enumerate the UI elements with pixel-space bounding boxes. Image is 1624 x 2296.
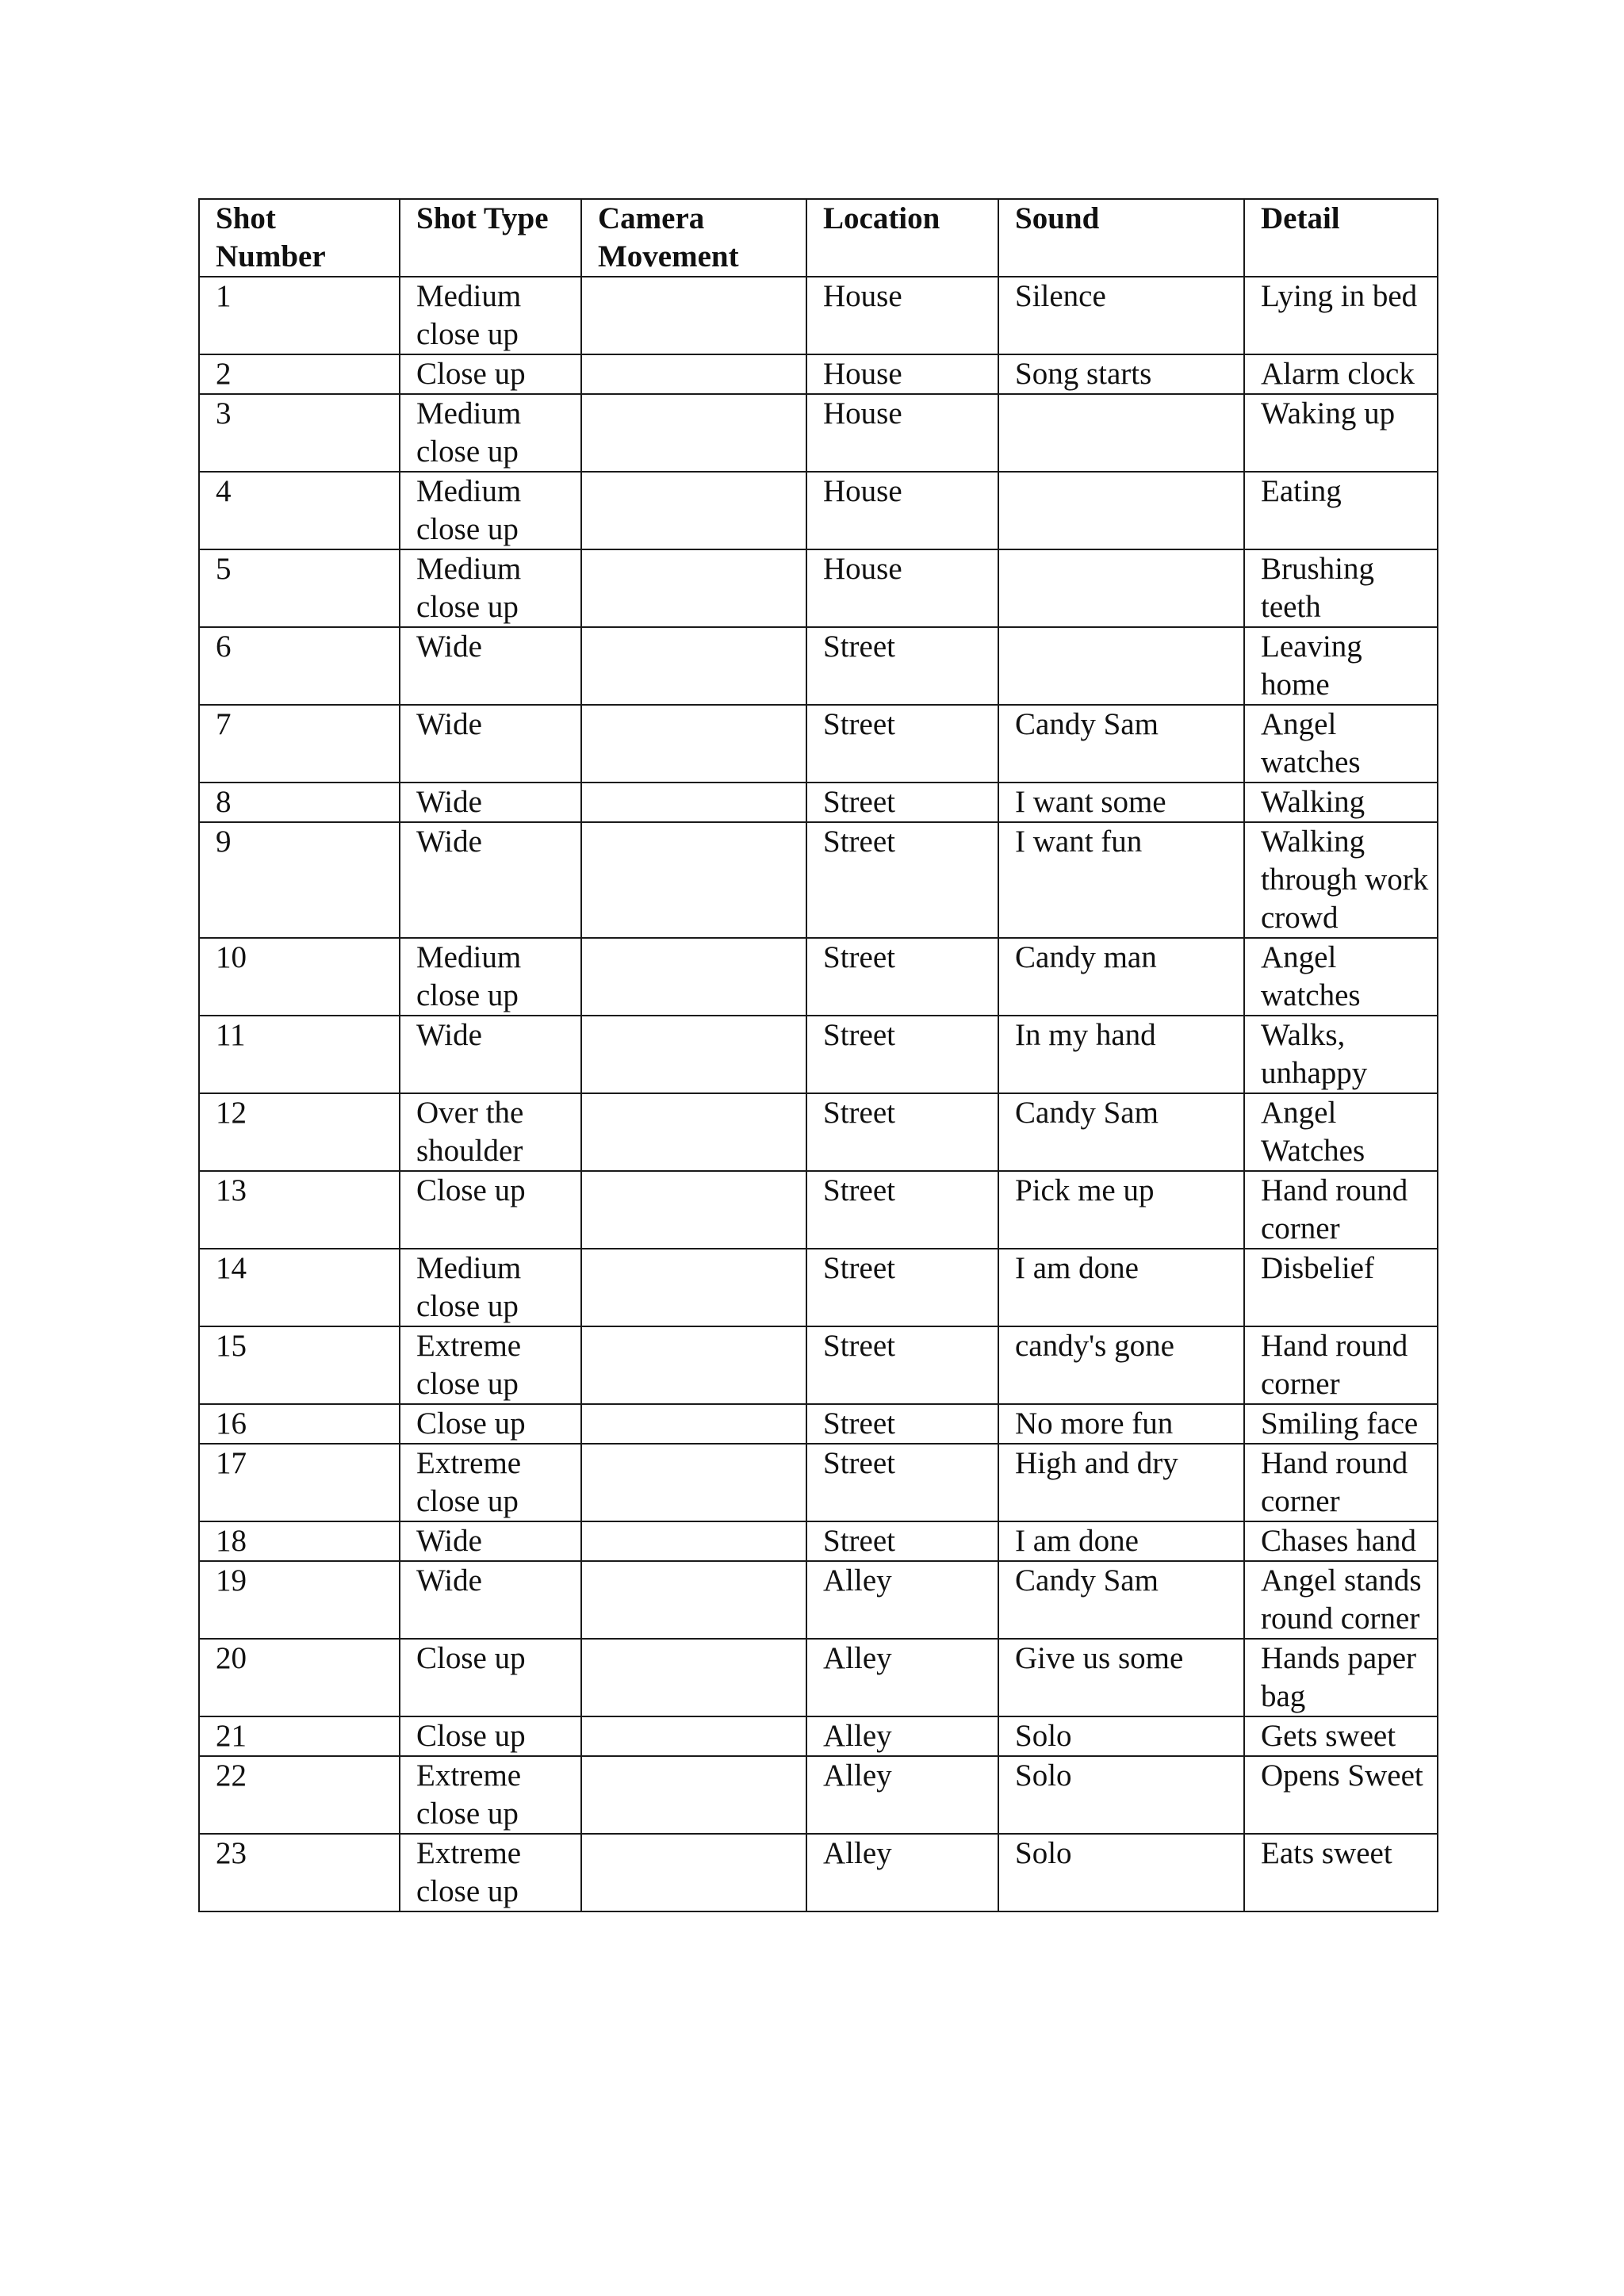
cell-shot-type: Medium close up [400,277,581,354]
cell-shot-type: Extreme close up [400,1756,581,1834]
cell-location: Alley [806,1756,998,1834]
table-row [199,822,1438,938]
cell-location: Street [806,627,998,705]
table-row [199,1404,1438,1444]
cell-sound: Candy Sam [998,1093,1244,1171]
table-row [199,1756,1438,1834]
cell-location: Street [806,938,998,1016]
cell-detail: Hand round corner [1244,1171,1438,1249]
header-shot-number: Shot Number [199,199,400,277]
cell-shot-type: Wide [400,627,581,705]
cell-location: Street [806,1444,998,1521]
cell-location: Street [806,1521,998,1561]
table-row [199,627,1438,705]
cell-location: House [806,354,998,394]
cell-shot-number: 22 [199,1756,400,1834]
cell-shot-number: 2 [199,354,400,394]
cell-camera-movement [581,1521,806,1561]
cell-location: Alley [806,1561,998,1639]
cell-shot-number: 18 [199,1521,400,1561]
cell-detail: Smiling face [1244,1404,1438,1444]
cell-location: Street [806,1404,998,1444]
cell-shot-type: Medium close up [400,1249,581,1326]
cell-detail: Leaving home [1244,627,1438,705]
header-sound: Sound [998,199,1244,277]
cell-location: Street [806,1326,998,1404]
table-row [199,1444,1438,1521]
cell-sound: Solo [998,1716,1244,1756]
cell-camera-movement [581,1093,806,1171]
cell-detail: Angel watches [1244,705,1438,783]
cell-sound: Candy man [998,938,1244,1016]
cell-shot-number: 8 [199,783,400,822]
cell-location: Alley [806,1639,998,1716]
cell-detail: Waking up [1244,394,1438,472]
cell-detail: Brushing teeth [1244,549,1438,627]
cell-shot-type: Extreme close up [400,1834,581,1911]
cell-shot-number: 13 [199,1171,400,1249]
cell-camera-movement [581,1016,806,1093]
cell-sound: Candy Sam [998,1561,1244,1639]
cell-shot-number: 12 [199,1093,400,1171]
cell-shot-type: Wide [400,1016,581,1093]
cell-location: House [806,472,998,549]
table-row [199,783,1438,822]
cell-detail: Chases hand [1244,1521,1438,1561]
cell-detail: Gets sweet [1244,1716,1438,1756]
cell-detail: Walking through work crowd [1244,822,1438,938]
cell-camera-movement [581,822,806,938]
table-body [199,277,1438,1911]
cell-camera-movement [581,1834,806,1911]
cell-detail: Opens Sweet [1244,1756,1438,1834]
cell-shot-number: 1 [199,277,400,354]
cell-sound: I am done [998,1249,1244,1326]
cell-shot-number: 20 [199,1639,400,1716]
cell-detail: Hand round corner [1244,1444,1438,1521]
table-row [199,1834,1438,1911]
cell-sound: Give us some [998,1639,1244,1716]
cell-sound: I want some [998,783,1244,822]
table-row [199,938,1438,1016]
cell-detail: Lying in bed [1244,277,1438,354]
cell-detail: Angel stands round corner [1244,1561,1438,1639]
cell-sound: candy's gone [998,1326,1244,1404]
table-row [199,1016,1438,1093]
cell-location: House [806,549,998,627]
cell-location: Street [806,1016,998,1093]
cell-detail: Walks, unhappy [1244,1016,1438,1093]
table-header-row [199,199,1438,277]
cell-location: Street [806,1093,998,1171]
cell-shot-type: Wide [400,705,581,783]
cell-camera-movement [581,1171,806,1249]
cell-shot-number: 4 [199,472,400,549]
cell-sound [998,627,1244,705]
cell-camera-movement [581,1561,806,1639]
cell-detail: Angel Watches [1244,1093,1438,1171]
cell-camera-movement [581,354,806,394]
table-row [199,1639,1438,1716]
cell-sound: Solo [998,1756,1244,1834]
cell-camera-movement [581,1326,806,1404]
cell-shot-number: 11 [199,1016,400,1093]
table-row [199,394,1438,472]
cell-sound: Song starts [998,354,1244,394]
cell-sound: Solo [998,1834,1244,1911]
cell-detail: Eating [1244,472,1438,549]
cell-shot-type: Wide [400,822,581,938]
cell-shot-type: Medium close up [400,394,581,472]
cell-shot-number: 15 [199,1326,400,1404]
cell-location: Street [806,1171,998,1249]
cell-shot-type: Extreme close up [400,1444,581,1521]
table-row [199,1249,1438,1326]
table-row [199,1716,1438,1756]
cell-camera-movement [581,1444,806,1521]
cell-sound: Silence [998,277,1244,354]
cell-detail: Hands paper bag [1244,1639,1438,1716]
cell-camera-movement [581,1639,806,1716]
cell-camera-movement [581,1756,806,1834]
header-shot-type: Shot Type [400,199,581,277]
cell-location: Street [806,783,998,822]
cell-camera-movement [581,627,806,705]
cell-shot-number: 3 [199,394,400,472]
header-camera-movement: Camera Movement [581,199,806,277]
cell-sound: I am done [998,1521,1244,1561]
cell-location: Street [806,705,998,783]
cell-sound: No more fun [998,1404,1244,1444]
cell-detail: Hand round corner [1244,1326,1438,1404]
cell-shot-type: Wide [400,1561,581,1639]
cell-camera-movement [581,549,806,627]
cell-camera-movement [581,1716,806,1756]
cell-location: Street [806,1249,998,1326]
cell-shot-number: 9 [199,822,400,938]
header-location: Location [806,199,998,277]
cell-shot-number: 21 [199,1716,400,1756]
cell-location: Alley [806,1834,998,1911]
cell-shot-number: 14 [199,1249,400,1326]
cell-shot-type: Close up [400,1404,581,1444]
cell-shot-type: Wide [400,783,581,822]
table-row [199,277,1438,354]
table-row [199,1561,1438,1639]
cell-shot-type: Close up [400,1639,581,1716]
cell-sound [998,394,1244,472]
cell-shot-type: Close up [400,1171,581,1249]
cell-detail: Angel watches [1244,938,1438,1016]
cell-sound: High and dry [998,1444,1244,1521]
cell-shot-number: 16 [199,1404,400,1444]
cell-camera-movement [581,705,806,783]
table-row [199,354,1438,394]
cell-detail: Eats sweet [1244,1834,1438,1911]
cell-shot-type: Medium close up [400,938,581,1016]
cell-camera-movement [581,1249,806,1326]
table-row [199,1326,1438,1404]
cell-location: Alley [806,1716,998,1756]
table-row [199,1171,1438,1249]
cell-camera-movement [581,394,806,472]
cell-shot-number: 5 [199,549,400,627]
cell-camera-movement [581,783,806,822]
table-row [199,549,1438,627]
cell-shot-type: Close up [400,1716,581,1756]
cell-camera-movement [581,472,806,549]
cell-shot-number: 23 [199,1834,400,1911]
header-detail: Detail [1244,199,1438,277]
cell-shot-number: 6 [199,627,400,705]
table-row [199,705,1438,783]
cell-shot-number: 19 [199,1561,400,1639]
shot-list-table [198,198,1438,1912]
cell-camera-movement [581,938,806,1016]
cell-sound: I want fun [998,822,1244,938]
cell-shot-type: Medium close up [400,549,581,627]
cell-shot-type: Over the shoulder [400,1093,581,1171]
cell-detail: Walking [1244,783,1438,822]
cell-sound: Pick me up [998,1171,1244,1249]
cell-shot-type: Wide [400,1521,581,1561]
cell-camera-movement [581,277,806,354]
cell-shot-number: 10 [199,938,400,1016]
cell-detail: Disbelief [1244,1249,1438,1326]
cell-sound [998,549,1244,627]
cell-detail: Alarm clock [1244,354,1438,394]
table-row [199,472,1438,549]
table-row [199,1521,1438,1561]
cell-shot-number: 17 [199,1444,400,1521]
cell-sound: In my hand [998,1016,1244,1093]
cell-location: House [806,394,998,472]
cell-shot-type: Medium close up [400,472,581,549]
cell-sound: Candy Sam [998,705,1244,783]
cell-shot-number: 7 [199,705,400,783]
cell-shot-type: Extreme close up [400,1326,581,1404]
cell-camera-movement [581,1404,806,1444]
cell-location: Street [806,822,998,938]
table-row [199,1093,1438,1171]
cell-shot-type: Close up [400,354,581,394]
cell-sound [998,472,1244,549]
cell-location: House [806,277,998,354]
